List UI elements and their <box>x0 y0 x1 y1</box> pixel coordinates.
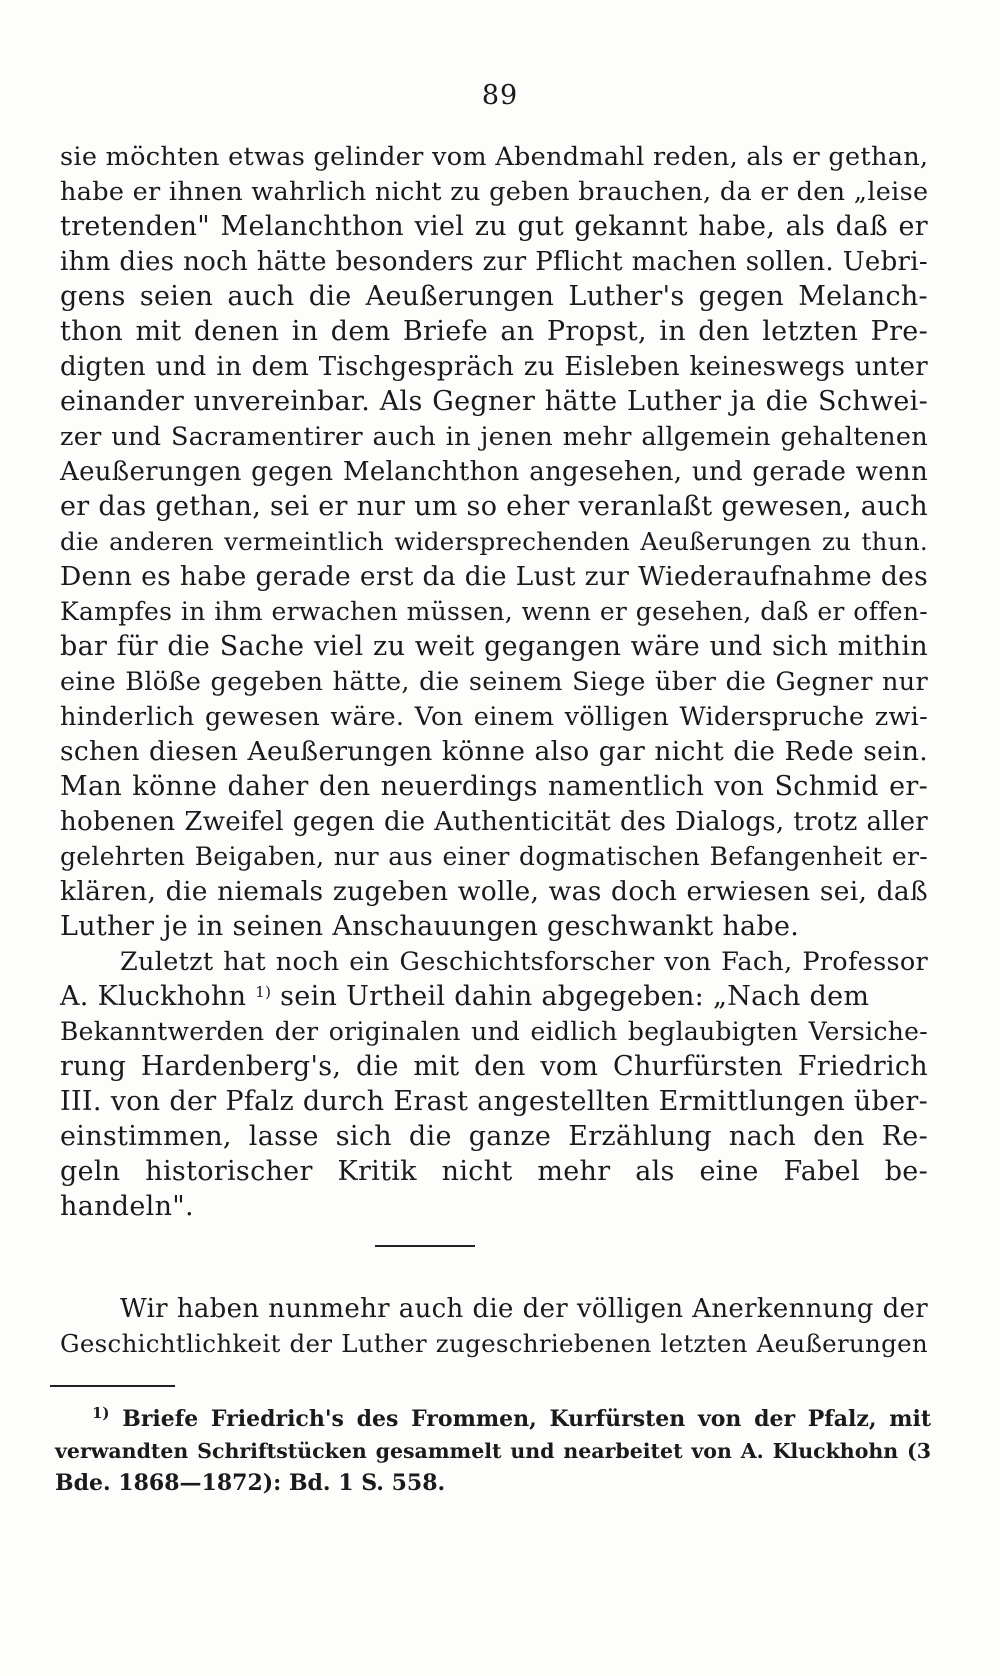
text-segment: A. Kluckhohn <box>60 981 247 1012</box>
text-line: er das gethan, sei er nur um so eher veranlaßt gewesen, auch <box>60 491 928 522</box>
footnote-reference: 1) <box>255 983 272 1001</box>
text-line: die anderen vermeintlich widersprechenden Aeußerungen zu thun. <box>60 527 928 556</box>
footnote-separator <box>50 1385 175 1387</box>
footnote-line: verwandten Schriftstücken gesammelt und nearbeitet von A. Kluckhohn (3 <box>55 1439 931 1463</box>
text-line: digten und in dem Tischgespräch zu Eisleben keineswegs unter <box>60 352 928 382</box>
text-line: einstimmen, lasse sich die ganze Erzählung nach den Re- <box>60 1121 928 1152</box>
text-line: klären, die niemals zugeben wolle, was doch erwiesen sei, daß <box>60 876 928 907</box>
text-line: III. von der Pfalz durch Erast angestellten Ermittlungen über- <box>60 1086 928 1117</box>
text-line: Luther je in seinen Anschauungen geschwankt habe. <box>60 911 800 942</box>
text-line: sie möchten etwas gelinder vom Abendmahl reden, als er gethan, <box>60 142 929 172</box>
text-line: Kampfes in ihm erwachen müssen, wenn er gesehen, daß er offen- <box>60 597 928 626</box>
text-line: habe er ihnen wahrlich nicht zu geben brauchen, da er den „leise <box>60 177 929 207</box>
text-line: gens seien auch die Aeußerungen Luther's gegen Melanch- <box>60 281 928 312</box>
text-line: ihm dies noch hätte besonders zur Pflicht machen sollen. Uebri- <box>60 247 928 277</box>
text-line: schen diesen Aeußerungen könne also gar nicht die Rede sein. <box>60 736 928 767</box>
text-line: einander unvereinbar. Als Gegner hätte Luther ja die Schwei- <box>60 386 928 417</box>
text-line: rung Hardenberg's, die mit den vom Churfürsten Friedrich <box>60 1051 928 1082</box>
text-line: hinderlich gewesen wäre. Von einem völligen Widerspruche zwi- <box>60 702 928 732</box>
text-line: geln historischer Kritik nicht mehr als eine Fabel be- <box>60 1156 928 1187</box>
text-line: eine Blöße gegeben hätte, die seinem Siege über die Gegner nur <box>60 667 928 697</box>
text-line: Zuletzt hat noch ein Geschichtsforscher von Fach, Professor <box>120 947 928 977</box>
footnote-line <box>92 1404 931 1434</box>
section-divider <box>375 1245 475 1247</box>
text-line: zer und Sacramentirer auch in jenen mehr allgemein gehaltenen <box>60 422 928 452</box>
footnote-text: Briefe Friedrich's des Frommen, Kurfürsten von der Pfalz, mit <box>122 1406 931 1432</box>
text-line: Bekanntwerden der originalen und eidlich beglaubigten Versiche- <box>60 1017 928 1046</box>
page-number: 89 <box>481 80 519 111</box>
text-line: handeln". <box>60 1191 194 1222</box>
text-line: Wir haben nunmehr auch die der völligen Anerkennung der <box>120 1294 928 1324</box>
text-line-with-footnote <box>60 980 928 1014</box>
text-line: thon mit denen in dem Briefe an Propst, in den letzten Pre- <box>60 316 928 347</box>
text-line: Aeußerungen gegen Melanchthon angesehen, und gerade wenn <box>60 457 928 487</box>
text-line: bar für die Sache viel zu weit gegangen wäre und sich mithin <box>60 631 928 662</box>
text-segment: sein Urtheil dahin abgegeben: „Nach dem <box>280 981 870 1012</box>
text-line: hobenen Zweifel gegen die Authenticität des Dialogs, trotz aller <box>60 807 928 837</box>
footnote-marker: 1) <box>92 1404 110 1422</box>
text-line: Geschichtlichkeit der Luther zugeschriebenen letzten Aeußerungen <box>60 1329 928 1358</box>
text-line: gelehrten Beigaben, nur aus einer dogmatischen Befangenheit er- <box>60 842 928 871</box>
text-line: Man könne daher den neuerdings namentlich von Schmid er- <box>60 771 928 802</box>
footnote-line: Bde. 1868—1872): Bd. 1 S. 558. <box>55 1470 446 1496</box>
text-line: tretenden" Melanchthon viel zu gut gekannt habe, als daß er <box>60 211 928 242</box>
text-line: Denn es habe gerade erst da die Lust zur Wiederaufnahme des <box>60 561 928 592</box>
